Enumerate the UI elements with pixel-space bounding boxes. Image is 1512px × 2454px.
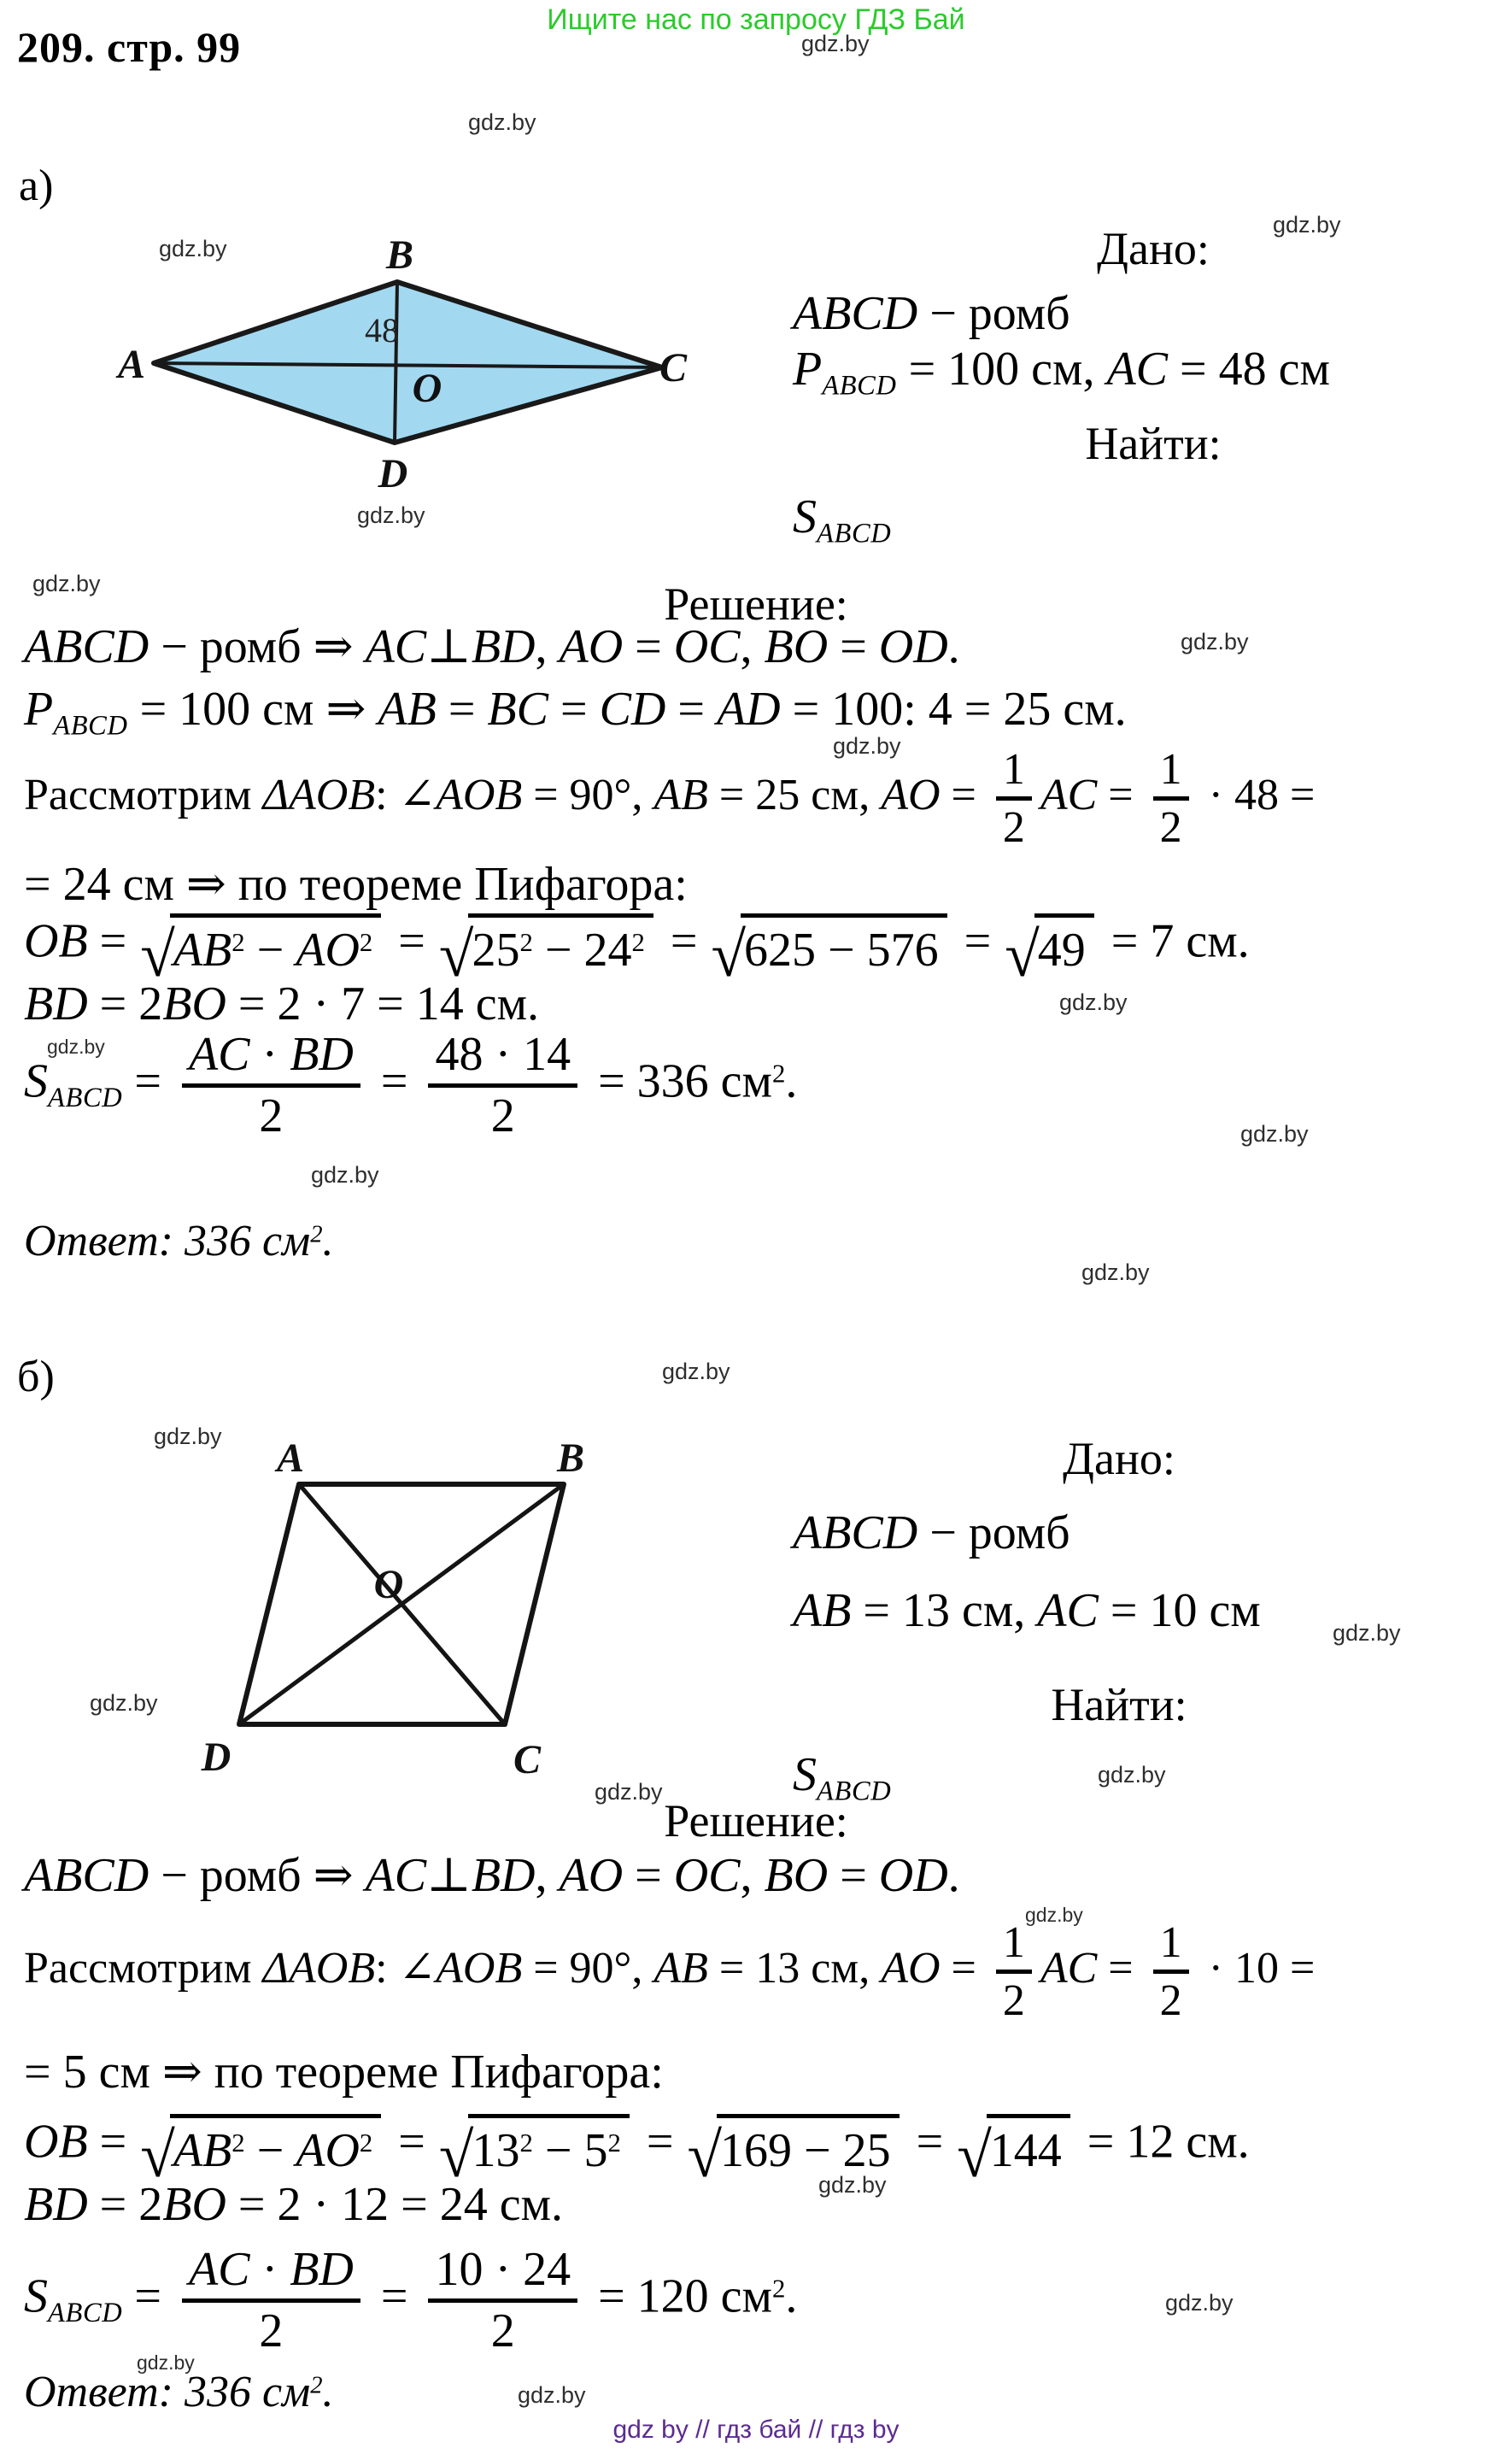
math-token: 2 (231, 2128, 245, 2158)
given-title-b: Дано: (1063, 1433, 1175, 1484)
square-root (140, 913, 381, 990)
given-title-a: Дано: (1097, 223, 1210, 274)
square-root (711, 913, 946, 990)
solution-line (24, 2177, 563, 2232)
math-token: AC (188, 1028, 250, 1081)
math-token: AC (188, 2243, 250, 2296)
math-token: ABCD (822, 370, 897, 402)
math-token: AD (716, 683, 781, 736)
answer-line-b (24, 2367, 334, 2418)
part-b-label: б) (17, 1353, 55, 1401)
math-token: = (122, 1054, 173, 1108)
math-token: 2 (519, 928, 533, 958)
math-token: BD (471, 620, 536, 673)
solution-title-b: Решение: (664, 1795, 848, 1846)
math-token: 2 (359, 928, 373, 958)
math-token: OC (673, 1849, 741, 1902)
diagonal-length-label: 48 (365, 311, 399, 349)
math-token: AB (793, 1584, 852, 1637)
solution-line (24, 1848, 960, 1903)
math-token: · 10 = (1197, 1943, 1316, 1993)
watermark: gdz.by (595, 1779, 663, 1805)
math-token: BD (290, 2243, 354, 2296)
watermark: gdz.by (1165, 2290, 1234, 2316)
math-token: = 2 (87, 2178, 163, 2231)
denominator (428, 2303, 577, 2358)
radicand (1034, 913, 1094, 977)
watermark: gdz.by (1025, 1904, 1083, 1926)
math-token: : ∠ (375, 770, 437, 819)
math-token: = (623, 620, 674, 673)
math-token: = 2 · 7 = 14 см. (226, 977, 540, 1030)
math-token: = 5 см ⇒ по теореме Пифагора: (24, 2046, 664, 2099)
square-root (1005, 913, 1094, 990)
square-root (957, 2114, 1070, 2191)
watermark: gdz.by (159, 236, 227, 261)
solution-title-a: Решение: (664, 578, 848, 630)
math-token: BO (764, 1849, 829, 1902)
math-token: = (828, 1849, 879, 1902)
math-token: OC (673, 620, 741, 673)
math-token: 2 (1159, 1976, 1182, 2026)
denominator (182, 2303, 360, 2358)
math-token: AO (881, 1943, 941, 1993)
math-token: OD (878, 1849, 948, 1902)
math-token: AC (365, 1849, 427, 1902)
radical-icon: √ (711, 919, 747, 990)
radicand (717, 2114, 900, 2178)
given-line-a2 (793, 342, 1330, 402)
math-token: BC (487, 683, 548, 736)
math-token: : ∠ (375, 1943, 437, 1993)
answer-line-a (24, 1216, 334, 1267)
watermark: gdz.by (357, 502, 425, 528)
math-token: ΔAOB (262, 770, 376, 819)
math-token: BO (162, 2178, 226, 2231)
math-token: = (658, 914, 710, 968)
fraction (1153, 1918, 1189, 2026)
math-token: P (24, 683, 54, 736)
math-token: = 100 см ⇒ (127, 683, 378, 736)
math-token: , (535, 1849, 560, 1902)
watermark: gdz.by (32, 571, 101, 596)
radicand (741, 913, 947, 977)
math-token: 2 (359, 2128, 373, 2158)
math-token: ABCD (24, 1849, 149, 1902)
math-token: AO (559, 1849, 624, 1902)
math-token: AC (1040, 1943, 1098, 1993)
math-token: = (548, 683, 600, 736)
math-token: AB (173, 924, 232, 977)
vertex-d-label: D (378, 451, 408, 496)
footer-links: gdz by // гдз бай // гдз by (612, 2416, 900, 2444)
math-token: 2 (607, 2128, 621, 2158)
math-token: . (947, 1849, 960, 1902)
math-token: = 12 см. (1075, 2115, 1250, 2169)
math-token: 2 (1002, 1976, 1025, 2026)
denominator (1153, 801, 1189, 853)
math-token: 2 (231, 928, 245, 958)
math-token: . (785, 1054, 798, 1108)
math-token: = 48 см (1168, 343, 1330, 396)
math-token: . (785, 2269, 798, 2323)
watermark: gdz.by (801, 31, 870, 56)
math-token: 1 (1159, 1918, 1182, 1967)
radicand (987, 2114, 1070, 2178)
math-token: 13 (472, 2124, 520, 2177)
math-token: − 24 (532, 924, 632, 977)
math-token: − ромб (917, 287, 1070, 340)
denominator (428, 1088, 577, 1143)
math-token: BD (471, 1849, 536, 1902)
math-token: = (87, 914, 139, 968)
math-token: 1 (1002, 1918, 1025, 1967)
fraction (428, 2243, 577, 2358)
watermark: gdz.by (1059, 989, 1128, 1015)
math-token: 169 − 25 (720, 2124, 891, 2177)
math-token: ⊥ (426, 1849, 472, 1902)
math-token: = (623, 1849, 674, 1902)
diagram-rhombus-b (179, 1435, 624, 1794)
solution-line (24, 2243, 798, 2358)
math-token: ABCD (817, 1776, 892, 1807)
math-token: 144 (989, 2124, 1062, 2177)
watermark: gdz.by (1081, 1259, 1150, 1285)
math-token: = (386, 2115, 437, 2169)
math-token: AB (173, 2124, 232, 2177)
math-token: = (87, 2115, 139, 2169)
math-token: 2 (310, 1221, 323, 1248)
math-token: · (249, 1028, 290, 1081)
watermark: gdz.by (47, 1036, 105, 1058)
math-token: = (634, 2115, 686, 2169)
square-root (438, 2114, 630, 2191)
math-token: 2 (490, 1089, 515, 1143)
math-token: = (940, 1943, 987, 1993)
find-title-b: Найти: (1051, 1679, 1187, 1730)
math-token: 2 (259, 1089, 284, 1143)
math-token: AC (1106, 343, 1169, 396)
denominator (1153, 1974, 1189, 2026)
math-token: P (793, 343, 823, 396)
math-token: = (368, 2269, 420, 2323)
math-token: BO (764, 620, 829, 673)
math-token: ΔAOB (262, 1943, 376, 1993)
math-token: 25 (472, 924, 520, 977)
math-token: 1 (1159, 745, 1182, 794)
watermark: gdz.by (1098, 1762, 1166, 1788)
numerator (428, 2243, 577, 2303)
radical-icon: √ (687, 2120, 723, 2191)
radicand (170, 2114, 381, 2178)
math-token: = (952, 914, 1004, 968)
watermark: gdz.by (137, 2351, 195, 2374)
solution-line (24, 2045, 664, 2099)
math-token: = (828, 620, 879, 673)
radical-icon: √ (140, 2120, 175, 2191)
solution-line (24, 682, 1127, 743)
math-token: , (740, 1849, 765, 1902)
numerator (996, 745, 1032, 801)
math-token: AO (559, 620, 624, 673)
given-line-b1 (793, 1506, 1070, 1560)
math-token: = 7 см. (1099, 914, 1250, 968)
radicand (468, 913, 653, 977)
watermark: gdz.by (1181, 629, 1249, 655)
center-o-label: O (412, 366, 442, 411)
math-token: AO (296, 924, 360, 977)
math-token: S (24, 1054, 48, 1108)
math-token: = (122, 2269, 173, 2323)
find-title-a: Найти: (1085, 418, 1222, 469)
math-token: = (386, 914, 437, 968)
math-token: . (322, 2368, 334, 2416)
math-token: S (793, 1748, 817, 1801)
watermark: gdz.by (90, 1690, 158, 1716)
math-token: 2 (1159, 803, 1182, 853)
solution-line (24, 1918, 1316, 2026)
given-line-b2 (793, 1583, 1261, 1638)
fraction (1153, 745, 1189, 853)
math-token: ABCD (793, 287, 918, 340)
math-token: ⊥ (426, 620, 472, 673)
math-token: AO (296, 2124, 360, 2177)
math-token: AC (1040, 770, 1098, 819)
math-token: = 10 см (1098, 1584, 1261, 1637)
watermark: gdz.by (662, 1359, 730, 1384)
math-token: BD (290, 1028, 354, 1081)
math-token: , (535, 620, 560, 673)
math-token: OB (24, 2115, 88, 2169)
math-token: 2 (490, 2304, 515, 2358)
radical-icon: √ (957, 2120, 992, 2191)
fraction (428, 1028, 577, 1143)
math-token: 2 (310, 2372, 323, 2399)
math-token: AC (1037, 1584, 1099, 1637)
math-token: = 120 см (586, 2269, 772, 2323)
math-token: AB (378, 683, 437, 736)
numerator (182, 1028, 360, 1088)
fraction (996, 1918, 1032, 2026)
numerator (182, 2243, 360, 2303)
math-token: S (793, 490, 817, 543)
vertex-c-label: C (659, 345, 688, 390)
math-token: = 100: 4 = 25 см. (780, 683, 1127, 736)
vertex-a-label: A (117, 342, 145, 387)
math-token: = (904, 2115, 956, 2169)
math-token: · 48 = (1197, 770, 1316, 819)
math-token: = (665, 683, 717, 736)
math-token: = (368, 1054, 420, 1108)
watermark: gdz.by (1333, 1620, 1401, 1646)
denominator (996, 1974, 1032, 2026)
vertex-a-label: A (276, 1435, 305, 1481)
math-token: = 90°, (522, 1943, 654, 1993)
solution-line (24, 977, 539, 1031)
math-token: = (1097, 1943, 1145, 1993)
math-token: − ромб ⇒ (149, 1849, 366, 1902)
math-token: Ответ: 336 см (24, 2368, 311, 2416)
given-line-a1 (793, 286, 1070, 341)
math-token: ABCD (53, 710, 128, 742)
vertex-b-label: B (556, 1435, 585, 1481)
math-token: Ответ: 336 см (24, 1217, 311, 1265)
solution-line (24, 1028, 798, 1143)
watermark: gdz.by (833, 733, 901, 759)
numerator (428, 1028, 577, 1088)
math-token: AB (653, 770, 708, 819)
radical-icon: √ (140, 919, 175, 990)
watermark: gdz.by (311, 1162, 379, 1188)
math-token: . (947, 620, 960, 673)
math-token: ABCD (24, 620, 149, 673)
vertex-b-label: B (385, 232, 414, 278)
math-token: = (436, 683, 488, 736)
fraction (996, 745, 1032, 853)
math-token: OD (878, 620, 948, 673)
math-token: = 24 см ⇒ по теореме Пифагора: (24, 858, 688, 911)
math-token: = 13 см, (851, 1584, 1038, 1637)
fraction (182, 2243, 360, 2358)
math-token: − (244, 924, 296, 977)
math-token: = 2 · 12 = 24 см. (226, 2178, 564, 2231)
math-token: 2 (771, 1059, 786, 1089)
math-token: − (244, 2124, 296, 2177)
solution-line (24, 857, 688, 912)
math-token: = 100 см, (896, 343, 1107, 396)
math-token: = 13 см, (707, 1943, 882, 1993)
math-token: . (322, 1217, 334, 1265)
math-token: ABCD (793, 1506, 918, 1559)
math-token: · (249, 2243, 290, 2296)
math-token: BO (162, 977, 226, 1030)
diagram-rhombus-a (103, 229, 700, 511)
watermark: gdz.by (154, 1424, 222, 1449)
math-token: , (740, 620, 765, 673)
radicand (468, 2114, 629, 2178)
solution-line (24, 619, 960, 674)
radical-icon: √ (1005, 919, 1040, 990)
math-token: = 2 (87, 977, 163, 1030)
math-token: 1 (1002, 745, 1025, 794)
math-token: 10 · 24 (435, 2243, 571, 2296)
denominator (182, 1088, 360, 1143)
square-root (438, 913, 653, 990)
page-title: 209. стр. 99 (17, 23, 242, 71)
math-token: 2 (259, 2304, 284, 2358)
math-token: AB (653, 1943, 708, 1993)
watermark: gdz.by (1240, 1121, 1309, 1147)
math-token: 2 (631, 928, 645, 958)
math-token: AOB (436, 770, 523, 819)
find-line-a (793, 490, 891, 550)
numerator (1153, 1918, 1189, 1974)
promo-banner: Ищите нас по запросу ГДЗ Бай (547, 3, 965, 36)
numerator (1153, 745, 1189, 801)
math-token: Рассмотрим (24, 1943, 263, 1993)
radical-icon: √ (438, 919, 474, 990)
math-token: 625 − 576 (744, 924, 939, 977)
math-token: 2 (519, 2128, 533, 2158)
radicand (170, 913, 381, 977)
math-token: AOB (436, 1943, 523, 1993)
math-token: S (24, 2269, 48, 2323)
numerator (996, 1918, 1032, 1974)
math-token: − ромб (917, 1506, 1070, 1559)
math-token: = 336 см (586, 1054, 772, 1108)
math-token: 2 (1002, 803, 1025, 853)
math-token: 49 (1037, 924, 1086, 977)
math-token: AC (365, 620, 427, 673)
denominator (996, 801, 1032, 853)
vertex-c-label: C (513, 1737, 542, 1782)
center-o-label: O (373, 1562, 404, 1607)
watermark: gdz.by (468, 109, 536, 135)
math-token: OB (24, 914, 88, 968)
radical-icon: √ (438, 2120, 474, 2191)
watermark: gdz.by (818, 2172, 887, 2198)
math-token: = 25 см, (707, 770, 882, 819)
vertex-d-label: D (201, 1735, 231, 1780)
math-token: BD (24, 977, 88, 1030)
math-token: CD (599, 683, 666, 736)
math-token: 48 · 14 (435, 1028, 571, 1081)
watermark: gdz.by (518, 2382, 586, 2408)
math-token: = 90°, (522, 770, 654, 819)
math-token: ABCD (48, 1082, 123, 1113)
math-token: 2 (771, 2274, 786, 2304)
fraction (182, 1028, 360, 1143)
math-token: = (940, 770, 987, 819)
square-root (140, 2114, 381, 2191)
solution-line (24, 913, 1250, 990)
math-token: ABCD (817, 518, 892, 549)
math-token: − 5 (532, 2124, 608, 2177)
part-a-label: а) (19, 161, 54, 210)
math-token: Рассмотрим (24, 770, 263, 819)
math-token: BD (24, 2178, 88, 2231)
math-token: ABCD (48, 2297, 123, 2328)
watermark: gdz.by (1273, 212, 1341, 238)
math-token: = (1097, 770, 1145, 819)
math-token: − ромб ⇒ (149, 620, 366, 673)
math-token: AO (881, 770, 941, 819)
